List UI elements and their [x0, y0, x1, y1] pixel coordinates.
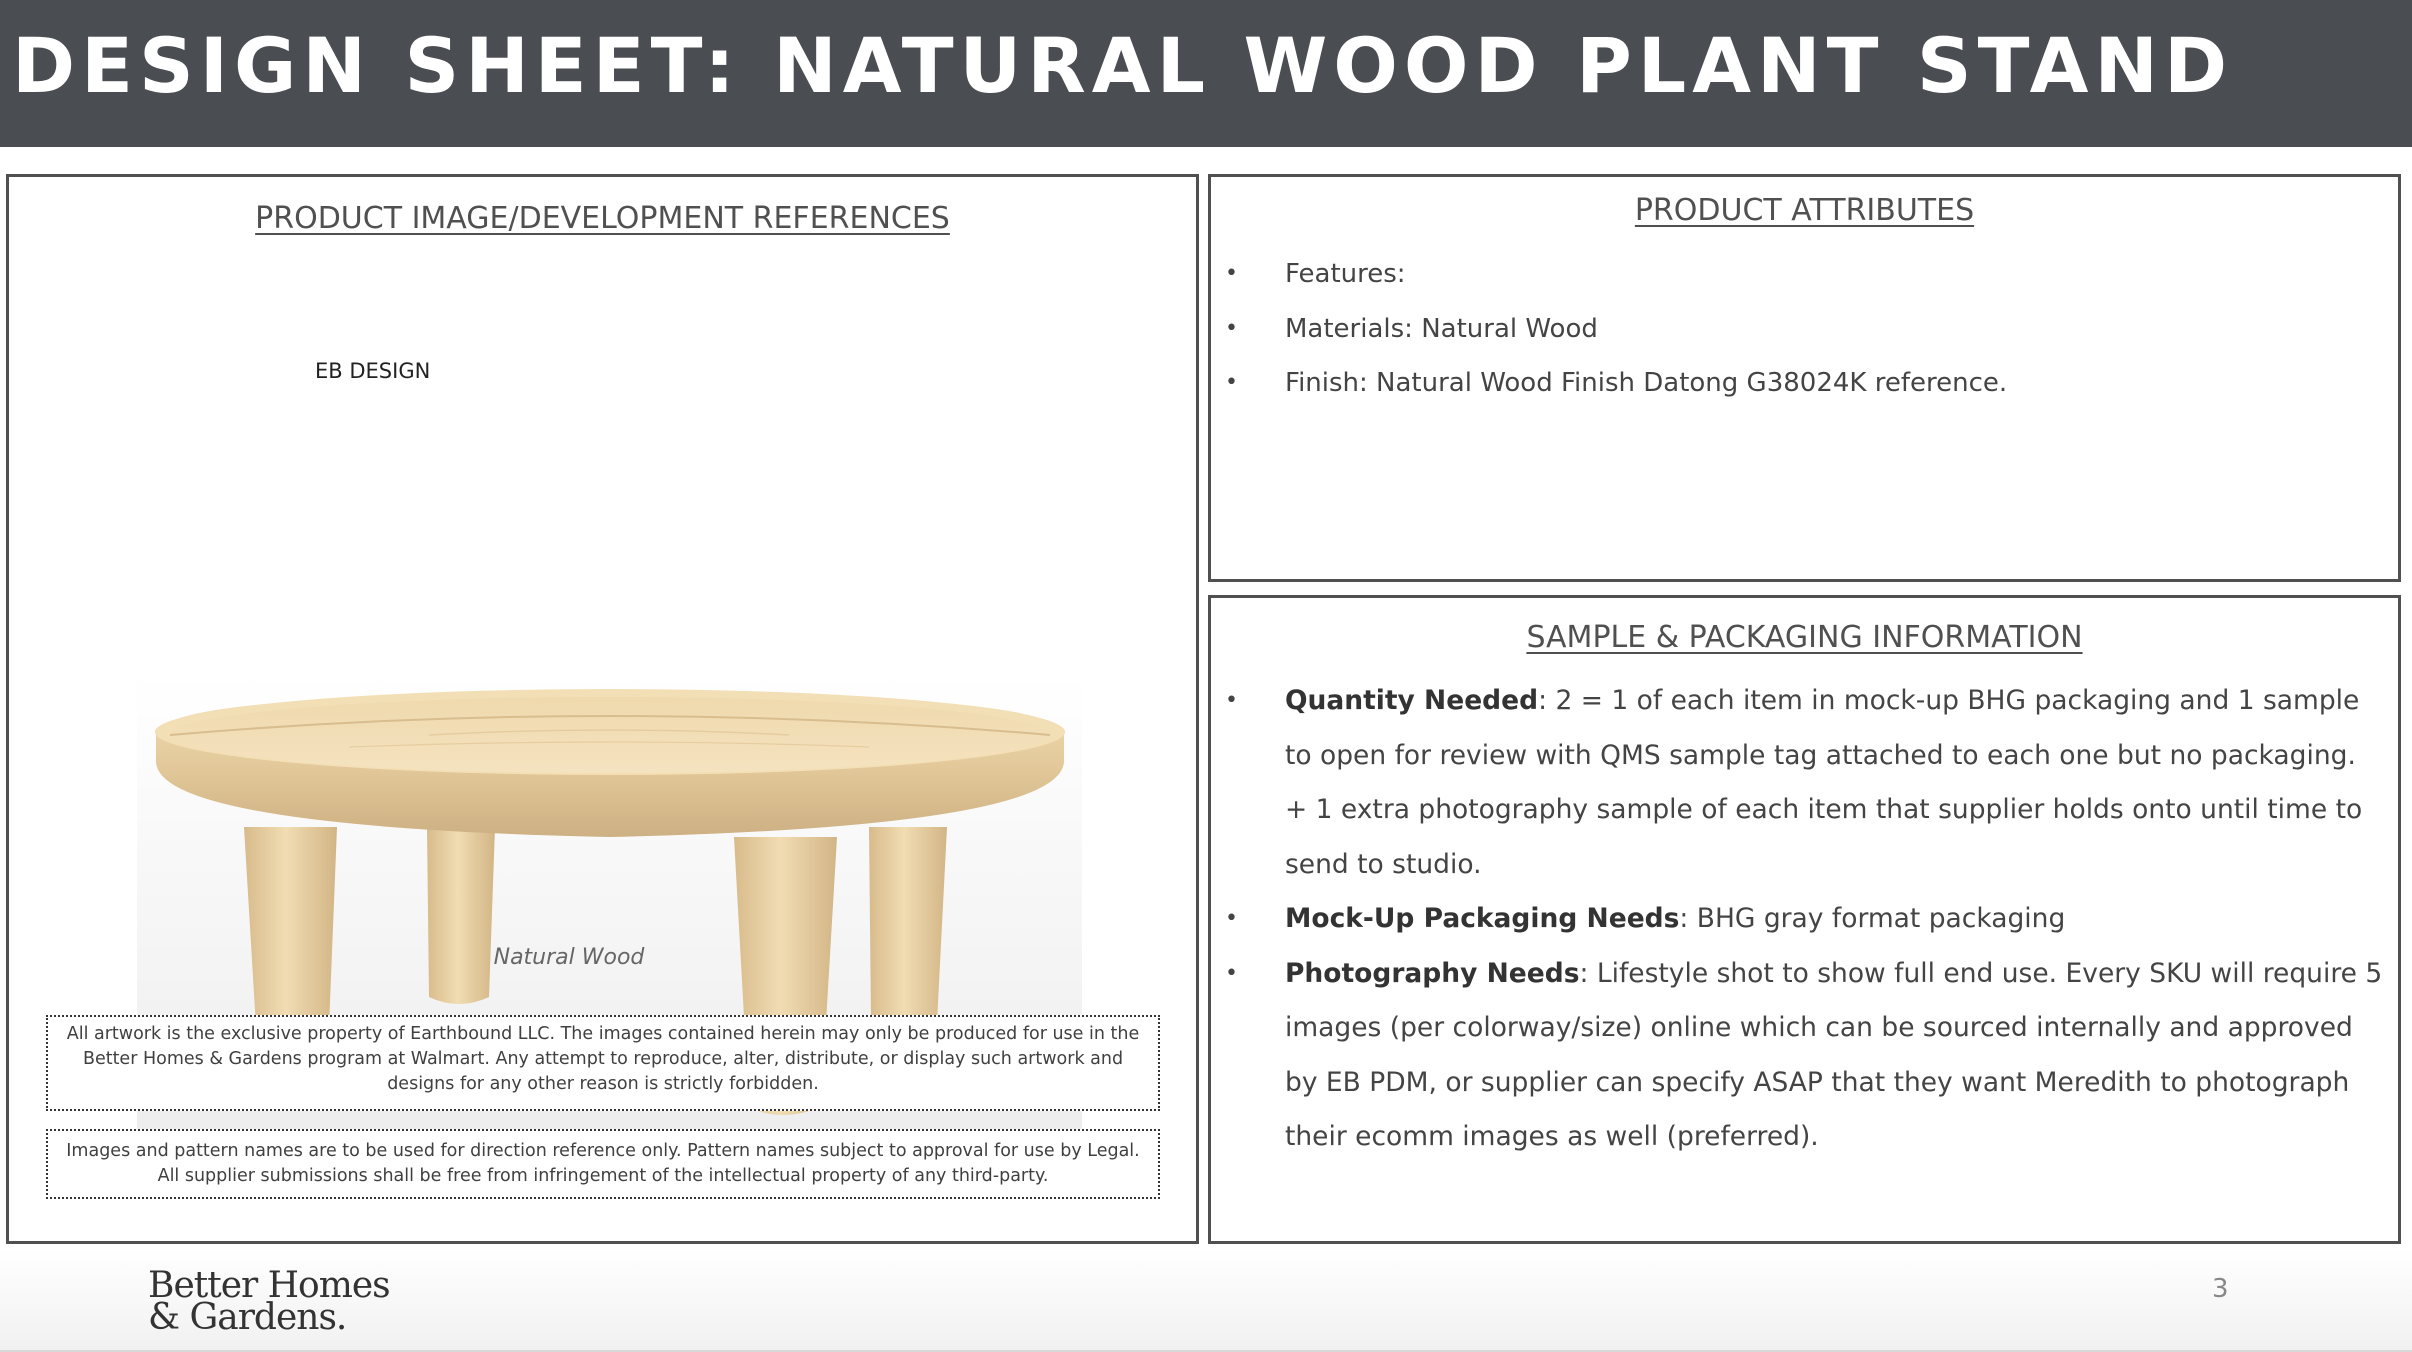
- product-image-panel: [6, 174, 1199, 1244]
- list-item: • Materials: Natural Wood: [1211, 302, 2007, 357]
- page-title: DESIGN SHEET: NATURAL WOOD PLANT STAND: [12, 21, 2234, 110]
- footer: [0, 1248, 2412, 1352]
- sample-packaging-heading: SAMPLE & PACKAGING INFORMATION: [1526, 620, 2083, 655]
- list-item: • Features:: [1211, 247, 2007, 302]
- page-number: 3: [2212, 1274, 2229, 1304]
- product-image-heading: PRODUCT IMAGE/DEVELOPMENT REFERENCES: [255, 201, 950, 236]
- bhg-logo: Better Homes & Gardens.: [148, 1265, 390, 1338]
- artwork-notice: [46, 1015, 1160, 1111]
- list-item: • Finish: Natural Wood Finish Datong G38024K reference.: [1211, 356, 2007, 411]
- product-attributes-panel: [1208, 174, 2401, 582]
- list-item: • Quantity Needed: 2 = 1 of each item in mock-up BHG packaging and 1 sample to open for review with QMS sample tag attached to each one but no packaging. + 1 extra photography sample of each item that supplier holds onto until time to send to studio.: [1211, 674, 2401, 892]
- item-label: Photography Needs: [1285, 957, 1580, 989]
- artwork-notice-text: All artwork is the exclusive property of Earthbound LLC. The images contained herein may only be produced for use in the Better Homes & Gardens program at Walmart. Any attempt to reproduce, alter, distribute, or display such artwork and designs for any other reason is strictly forbidden.: [66, 1024, 1140, 1094]
- design-label: EB DESIGN: [315, 359, 431, 383]
- item-label: Mock-Up Packaging Needs: [1285, 903, 1680, 934]
- header-bar: [0, 0, 2412, 147]
- reference-notice: [46, 1129, 1160, 1199]
- bullet-icon: •: [1225, 315, 1238, 341]
- bullet-icon: •: [1225, 688, 1238, 713]
- reference-notice-line1: Images and pattern names are to be used for direction reference only. Pattern names subject to approval for use by Legal.: [66, 1141, 1140, 1161]
- item-label: Quantity Needed: [1285, 685, 1539, 716]
- bullet-icon: •: [1225, 960, 1238, 986]
- image-caption: Natural Wood: [493, 945, 645, 970]
- attributes-list: [1211, 247, 2007, 411]
- bullet-icon: •: [1225, 906, 1238, 931]
- sample-packaging-panel: [1208, 595, 2401, 1244]
- reference-notice-line2: All supplier submissions shall be free from infringement of the intellectual property of any third-party.: [157, 1166, 1049, 1186]
- bullet-icon: •: [1225, 261, 1238, 286]
- list-item: • Mock-Up Packaging Needs: BHG gray format packaging: [1211, 892, 2401, 947]
- list-item: • Photography Needs: Lifestyle shot to show full end use. Every SKU will require 5 images (per colorway/size) online which can be sourced internally and approved by EB PDM, or supplier can specify ASAP that they want Meredith to photograph their ecomm images as well (preferred).: [1211, 947, 2401, 1165]
- bullet-icon: •: [1225, 370, 1238, 395]
- product-attributes-heading: PRODUCT ATTRIBUTES: [1634, 193, 1975, 228]
- sample-list: [1211, 674, 2401, 1165]
